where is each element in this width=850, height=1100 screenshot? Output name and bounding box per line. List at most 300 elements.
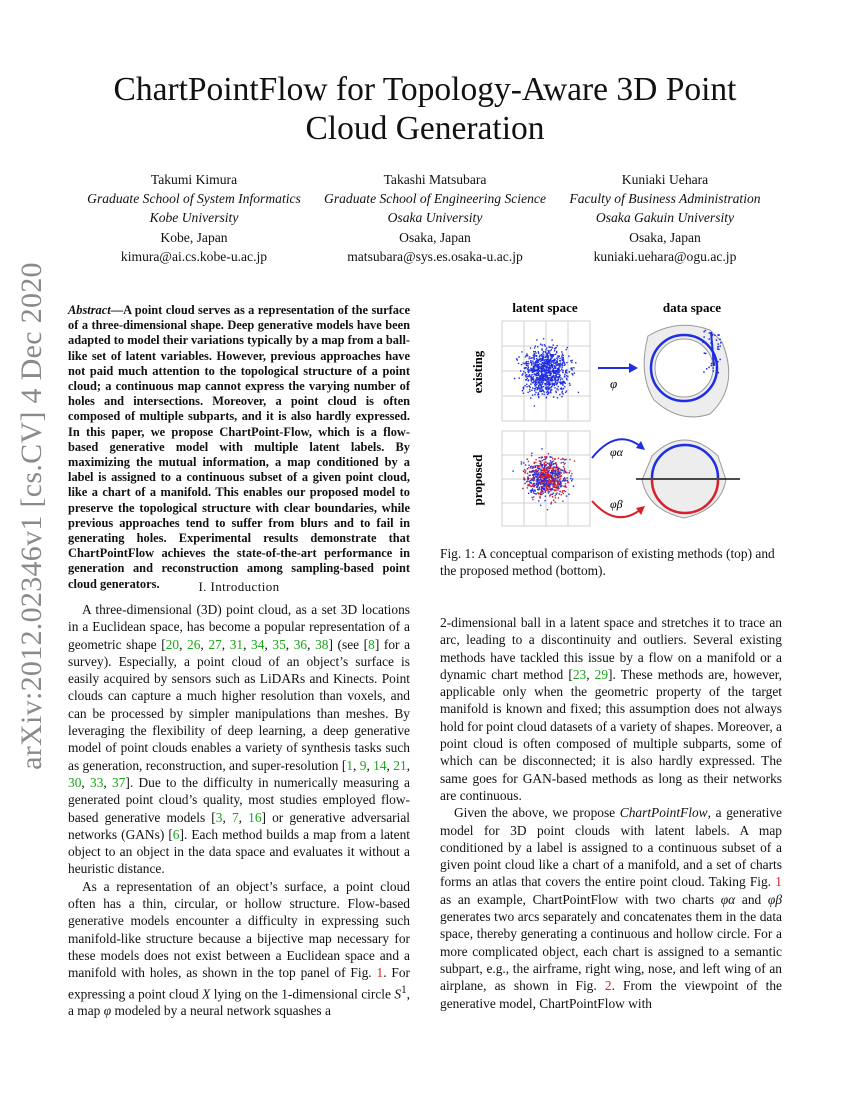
scatter-point: [546, 490, 547, 491]
scatter-point: [547, 357, 548, 358]
author-name: Takashi Matsubara: [383, 172, 487, 187]
scatter-point: [562, 384, 563, 385]
scatter-point: [555, 370, 556, 371]
scatter-point: [565, 480, 566, 481]
scatter-point: [533, 363, 534, 364]
scatter-point: [561, 389, 562, 390]
scatter-point: [533, 379, 534, 380]
scatter-point: [528, 370, 529, 371]
scatter-point: [572, 478, 573, 479]
scatter-point: [533, 369, 534, 370]
scatter-point: [549, 491, 550, 492]
citation-link[interactable]: 23: [572, 666, 587, 682]
citation-link[interactable]: 9: [359, 757, 367, 773]
scatter-point: [551, 464, 552, 465]
scatter-point: [555, 487, 556, 488]
scatter-point: [555, 354, 556, 355]
scatter-point: [541, 389, 542, 390]
left-column: [68, 601, 410, 1020]
scatter-point: [547, 355, 548, 356]
scatter-point: [531, 362, 532, 363]
scatter-point: [556, 467, 557, 468]
scatter-point: [553, 473, 554, 474]
scatter-point: [548, 389, 549, 390]
citation-link[interactable]: 14: [373, 757, 387, 773]
scatter-point: [532, 474, 533, 475]
scatter-point: [538, 385, 539, 386]
scatter-point: [543, 473, 544, 474]
scatter-point: [550, 384, 551, 385]
scatter-point: [547, 463, 548, 464]
citation-link[interactable]: 35: [272, 636, 286, 652]
scatter-point: [551, 480, 552, 481]
scatter-point: [562, 490, 563, 491]
outlier-point: [714, 363, 716, 365]
scatter-point: [543, 478, 544, 479]
scatter-point: [542, 470, 543, 471]
citation-link[interactable]: 6: [172, 826, 180, 842]
scatter-point: [558, 497, 559, 498]
author-email[interactable]: kuniaki.uehara@ogu.ac.jp: [593, 248, 737, 264]
scatter-point: [559, 382, 560, 383]
scatter-point: [550, 460, 551, 461]
scatter-point: [555, 495, 556, 496]
citation-link[interactable]: 38: [315, 636, 329, 652]
scatter-point: [554, 458, 555, 459]
scatter-point: [553, 478, 554, 479]
citation-link[interactable]: 3: [215, 809, 223, 825]
scatter-point: [543, 468, 544, 469]
author-affiliation: Graduate School of System Informatics: [87, 191, 301, 207]
figure-reference-link[interactable]: 1: [376, 965, 384, 981]
scatter-point: [552, 366, 553, 367]
scatter-point: [546, 468, 547, 469]
scatter-point: [554, 471, 555, 472]
paragraph: Given the above, we propose ChartPointFlow, a generative model for 3D point clouds with latent labels. A map conditioned by a label is assigned to a continuous subset of a given point cloud like a chart of a manifold, and a set of charts forms an atlas that covers the entire point cloud. Taking Fig. 1 as an example, ChartPointFlow with two charts φα and φβ generates two arcs separately and concatenates them in the data space, thereby generating a continuous and hollow circle. For a more complicated object, each chart is assigned to a semantic subpart, e.g., the airframe, right wing, nose, and left wing of an airplane, as shown in Fig. 2. From the viewpoint of the generative model, ChartPointFlow with: [440, 805, 782, 1011]
scatter-point: [538, 480, 539, 481]
scatter-point: [543, 493, 544, 494]
scatter-point: [526, 384, 527, 385]
scatter-point: [542, 457, 543, 458]
figure-reference-link[interactable]: 1: [775, 874, 782, 890]
outlier-point: [712, 344, 714, 346]
scatter-point: [563, 493, 564, 494]
scatter-point: [535, 351, 536, 352]
scatter-point: [550, 371, 551, 372]
scatter-point: [555, 478, 556, 479]
scatter-point: [550, 377, 551, 378]
scatter-point: [522, 374, 523, 375]
scatter-point: [537, 373, 538, 374]
scatter-point: [534, 390, 535, 391]
scatter-point: [552, 496, 553, 497]
scatter-point: [554, 350, 555, 351]
scatter-point: [559, 376, 560, 377]
paragraph: 2-dimensional ball in a latent space and stretches it to trace an arc, leading to a discontinuity and outliers. Several existing methods have tackled this issue by a flow on a manifold or a dynamic chart method [23, 29]. These methods are, however, applicable only when the geometric property of the target manifold is known and fixed; this assumption does not always hold for point cloud datasets of a variety of shapes. Moreover, a point cloud is often composed of multiple subparts, some of which can be disconnected; it is also hardly expressed. The same goes for GAN-based methods as long as their networks are continuous.: [440, 615, 782, 803]
scatter-point: [534, 371, 535, 372]
scatter-point: [536, 360, 537, 361]
scatter-point: [530, 370, 531, 371]
scatter-point: [540, 461, 541, 462]
scatter-point: [529, 391, 530, 392]
scatter-point: [539, 382, 540, 383]
scatter-point: [551, 349, 552, 350]
scatter-point: [547, 387, 548, 388]
scatter-point: [564, 468, 565, 469]
scatter-point: [555, 462, 556, 463]
scatter-point: [535, 364, 536, 365]
scatter-point: [556, 465, 557, 466]
scatter-point: [535, 385, 536, 386]
scatter-point: [529, 356, 530, 357]
scatter-point: [544, 480, 545, 481]
scatter-point: [533, 351, 534, 352]
outlier-point: [712, 334, 714, 336]
scatter-point: [551, 386, 552, 387]
scatter-point: [536, 474, 537, 475]
scatter-point: [533, 367, 534, 368]
scatter-point: [541, 473, 542, 474]
scatter-point: [540, 371, 541, 372]
scatter-point: [532, 374, 533, 375]
citation-link[interactable]: 1: [346, 757, 354, 773]
scatter-point: [557, 368, 558, 369]
scatter-point: [545, 461, 546, 462]
scatter-point: [547, 354, 548, 355]
scatter-point: [554, 387, 555, 388]
scatter-point: [568, 356, 569, 357]
scatter-point: [548, 475, 549, 476]
scatter-point: [538, 353, 539, 354]
scatter-point: [558, 488, 559, 489]
scatter-point: [553, 354, 554, 355]
outlier-point: [720, 342, 722, 344]
citation-link[interactable]: 36: [293, 636, 308, 652]
citation-link[interactable]: 31: [229, 636, 244, 652]
scatter-point: [565, 478, 566, 479]
author-name: Kuniaki Uehara: [621, 172, 709, 187]
scatter-point: [526, 353, 527, 354]
scatter-point: [545, 474, 546, 475]
section-heading: I. Introduction: [198, 579, 280, 594]
scatter-point: [554, 384, 555, 385]
outlier-point: [703, 336, 705, 338]
scatter-point: [539, 488, 540, 489]
scatter-point: [528, 379, 529, 380]
scatter-point: [532, 387, 533, 388]
scatter-point: [563, 480, 564, 481]
scatter-point: [549, 480, 550, 481]
scatter-point: [546, 362, 547, 363]
scatter-point: [561, 369, 562, 370]
scatter-point: [533, 470, 534, 471]
scatter-point: [531, 486, 532, 487]
citation-link[interactable]: 30: [68, 774, 82, 790]
scatter-point: [531, 453, 532, 454]
scatter-point: [559, 358, 560, 359]
scatter-point: [559, 364, 560, 365]
scatter-point: [531, 471, 532, 472]
scatter-point: [553, 489, 554, 490]
paragraph: A three-dimensional (3D) point cloud, as a set 3D locations in a Euclidean space, has become a popular representation of a geometric shape [20, 26, 27, 31, 34, 35, 36, 38] (see [8] for a survey). Especially, a point cloud of an object’s surface is easily acquired by sensors such as LiDARs and Kinects. Point clouds can capture a much higher resolution than voxels, and can be processed by simpler manipulations than meshes. By leveraging the flexibility of deep learning, a deep generative model of point clouds enables a variety of synthesis tasks such as generation, reconstruction, and super-resolution [1, 9, 14, 21, 30, 33, 37]. Due to the difficulty in numerically measuring a generated point cloud’s quality, most studies employed flow-based generative models [3, 7, 16] or generative adversarial networks (GANs) [6]. Each method builds a map from a latent object to an object in the data space and evaluates it without a heuristic distance.: [68, 602, 411, 877]
outlier-point: [716, 339, 718, 341]
scatter-point: [575, 362, 576, 363]
scatter-point: [557, 373, 558, 374]
scatter-point: [536, 358, 537, 359]
scatter-point: [549, 495, 550, 496]
citation-link[interactable]: 26: [187, 636, 201, 652]
scatter-point: [555, 362, 556, 363]
scatter-point: [540, 358, 541, 359]
outlier-point: [718, 334, 720, 336]
scatter-point: [530, 362, 531, 363]
scatter-point: [551, 457, 552, 458]
scatter-point: [555, 473, 556, 474]
proposed-row-label: proposed: [470, 454, 485, 506]
scatter-point: [553, 362, 554, 363]
scatter-point: [539, 465, 540, 466]
scatter-point: [555, 363, 556, 364]
scatter-point: [556, 351, 557, 352]
scatter-point: [556, 365, 557, 366]
scatter-point: [546, 372, 547, 373]
scatter-point: [535, 462, 536, 463]
scatter-point: [544, 374, 545, 375]
scatter-point: [566, 472, 567, 473]
scatter-point: [545, 385, 546, 386]
scatter-point: [540, 494, 541, 495]
scatter-point: [512, 470, 513, 471]
scatter-point: [521, 463, 522, 464]
scatter-point: [534, 347, 535, 348]
scatter-point: [552, 488, 553, 489]
scatter-point: [541, 448, 542, 449]
scatter-point: [549, 385, 550, 386]
scatter-point: [534, 355, 535, 356]
scatter-point: [559, 394, 560, 395]
scatter-point: [569, 459, 570, 460]
scatter-point: [539, 497, 540, 498]
scatter-point: [560, 377, 561, 378]
scatter-point: [536, 355, 537, 356]
figure-caption: Fig. 1: A conceptual comparison of existing methods (top) and the proposed method (bottom).: [440, 546, 775, 579]
scatter-point: [532, 479, 533, 480]
scatter-point: [532, 467, 533, 468]
scatter-point: [524, 483, 525, 484]
citation-link[interactable]: 16: [248, 809, 262, 825]
arxiv-identifier: arXiv:2012.02346v1 [cs.CV] 4 Dec 2020: [15, 262, 48, 770]
scatter-point: [530, 397, 531, 398]
outlier-point: [717, 361, 719, 363]
scatter-point: [549, 483, 550, 484]
scatter-point: [541, 474, 542, 475]
scatter-point: [541, 391, 542, 392]
scatter-point: [533, 491, 534, 492]
scatter-point: [526, 365, 527, 366]
scatter-point: [533, 467, 534, 468]
scatter-point: [538, 351, 539, 352]
scatter-point: [552, 458, 553, 459]
scatter-point: [530, 347, 531, 348]
scatter-point: [545, 490, 546, 491]
scatter-point: [557, 486, 558, 487]
citation-link[interactable]: 8: [368, 636, 375, 652]
scatter-point: [539, 375, 540, 376]
scatter-point: [565, 392, 566, 393]
scatter-point: [545, 369, 546, 370]
scatter-point: [542, 368, 543, 369]
scatter-point: [528, 493, 529, 494]
scatter-point: [534, 388, 535, 389]
scatter-point: [532, 357, 533, 358]
scatter-point: [555, 481, 556, 482]
scatter-point: [553, 371, 554, 372]
scatter-point: [532, 484, 533, 485]
outlier-point: [715, 358, 717, 360]
outlier-point: [709, 332, 711, 334]
scatter-point: [578, 392, 579, 393]
scatter-point: [560, 383, 561, 384]
scatter-point: [553, 375, 554, 376]
scatter-point: [561, 396, 562, 397]
author-email[interactable]: kimura@ai.cs.kobe-u.ac.jp: [120, 248, 268, 264]
abstract-text: —A point cloud serves as a representation of the surface of a three-dimensional shape. Deep generative models have been adapted to model their variations typically by a map from a ball-like set of latent variables. However, previous approaches have not paid much attention to the topological structure of a point cloud; a continuous map cannot express the varying number of holes and intersections. Moreover, a point cloud is often composed of multiple subparts, and it is also hardly expressed. In this paper, we propose ChartPoint-Flow, which is a flow-based generative model with multiple latent labels. By maximizing the mutual information, a map conditioned by a label is assigned to a continuous subset of a given point cloud, like a chart of a manifold. This enables our proposed model to preserve the topological structure with clear boundaries, while previous approaches tend to suffer from blurs and to fail in generating holes. Experimental results demonstrate that ChartPointFlow achieves the state-of-the-art performance in generation and reconstruction among sampling-based point cloud generators.: [68, 303, 411, 591]
author-institution: Osaka Gakuin University: [595, 210, 735, 226]
scatter-point: [535, 387, 536, 388]
scatter-point: [538, 392, 539, 393]
scatter-point: [561, 472, 562, 473]
scatter-point: [544, 383, 545, 384]
scatter-point: [564, 376, 565, 377]
scatter-point: [557, 489, 558, 490]
paragraph: As a representation of an object’s surface, a point cloud often has a thin, circular, or hollow structure. Flow-based generative models encounter a difficulty in expressing such manifold-like structure because a bijective map necessary for these models does not exist between a Euclidean space and a manifold with holes, as shown in the top panel of Fig. 1. For expressing a point cloud X lying on the 1-dimensional circle $S^1$, a map φ modeled by a neural network squashes a: [68, 878, 411, 1019]
scatter-point: [538, 397, 539, 398]
scatter-point: [529, 389, 530, 390]
outlier-point: [704, 352, 706, 354]
scatter-point: [536, 465, 537, 466]
scatter-point: [569, 472, 570, 473]
scatter-point: [563, 471, 564, 472]
scatter-point: [545, 478, 546, 479]
scatter-point: [547, 473, 548, 474]
scatter-point: [538, 457, 539, 458]
scatter-point: [540, 367, 541, 368]
scatter-point: [539, 356, 540, 357]
scatter-point: [547, 370, 548, 371]
scatter-point: [529, 375, 530, 376]
scatter-point: [561, 387, 562, 388]
scatter-point: [551, 462, 552, 463]
scatter-point: [548, 492, 549, 493]
scatter-point: [543, 475, 544, 476]
author-institution: Kobe University: [149, 210, 239, 226]
scatter-point: [566, 378, 567, 379]
scatter-point: [564, 386, 565, 387]
paper-title: ChartPointFlow for Topology-Aware 3D Point Cloud Generation: [113, 71, 737, 147]
scatter-point: [561, 462, 562, 463]
figure-reference-link[interactable]: 2: [604, 978, 612, 994]
scatter-point: [559, 370, 560, 371]
scatter-point: [541, 466, 542, 467]
scatter-point: [535, 379, 536, 380]
scatter-point: [541, 377, 542, 378]
scatter-point: [548, 471, 549, 472]
scatter-point: [542, 353, 543, 354]
outlier-point: [718, 349, 720, 351]
scatter-point: [528, 372, 529, 373]
scatter-point: [555, 368, 556, 369]
scatter-point: [538, 381, 539, 382]
scatter-point: [562, 372, 563, 373]
scatter-point: [574, 372, 575, 373]
citation-link[interactable]: 29: [594, 666, 609, 682]
scatter-point: [539, 387, 540, 388]
scatter-point: [527, 365, 528, 366]
scatter-point: [545, 351, 546, 352]
scatter-point: [536, 486, 537, 487]
scatter-point: [545, 345, 546, 346]
scatter-point: [535, 346, 536, 347]
citation-link[interactable]: 21: [393, 757, 407, 773]
scatter-point: [536, 493, 537, 494]
phi-label: φ: [610, 376, 618, 391]
phi-arrow: [598, 363, 638, 373]
scatter-point: [529, 358, 530, 359]
scatter-point: [550, 368, 551, 369]
scatter-point: [524, 469, 525, 470]
scatter-point: [561, 357, 562, 358]
scatter-point: [541, 494, 542, 495]
scatter-point: [550, 354, 551, 355]
author-email[interactable]: matsubara@sys.es.osaka-u.ac.jp: [347, 248, 523, 264]
scatter-point: [555, 479, 556, 480]
scatter-point: [559, 368, 560, 369]
scatter-point: [550, 503, 551, 504]
scatter-point: [556, 361, 557, 362]
scatter-point: [548, 392, 549, 393]
scatter-point: [551, 494, 552, 495]
scatter-point: [551, 360, 552, 361]
scatter-point: [564, 469, 565, 470]
citation-link[interactable]: 37: [112, 774, 126, 790]
scatter-point: [542, 486, 543, 487]
citation-link[interactable]: 27: [208, 636, 222, 652]
scatter-point: [531, 455, 532, 456]
scatter-point: [546, 384, 547, 385]
citation-link[interactable]: 33: [90, 774, 104, 790]
citation-link[interactable]: 7: [231, 809, 239, 825]
scatter-point: [550, 456, 551, 457]
outlier-point: [711, 365, 713, 367]
scatter-point: [537, 346, 538, 347]
scatter-point: [531, 371, 532, 372]
scatter-point: [561, 475, 562, 476]
author-location: Kobe, Japan: [160, 229, 228, 245]
scatter-point: [540, 462, 541, 463]
scatter-point: [543, 376, 544, 377]
citation-link[interactable]: 34: [251, 636, 265, 652]
scatter-point: [560, 459, 561, 460]
scatter-point: [541, 379, 542, 380]
scatter-point: [562, 378, 563, 379]
scatter-point: [573, 367, 574, 368]
scatter-point: [555, 379, 556, 380]
scatter-point: [571, 473, 572, 474]
scatter-point: [547, 509, 548, 510]
citation-link[interactable]: 20: [165, 636, 180, 652]
scatter-point: [557, 376, 558, 377]
scatter-point: [556, 383, 557, 384]
